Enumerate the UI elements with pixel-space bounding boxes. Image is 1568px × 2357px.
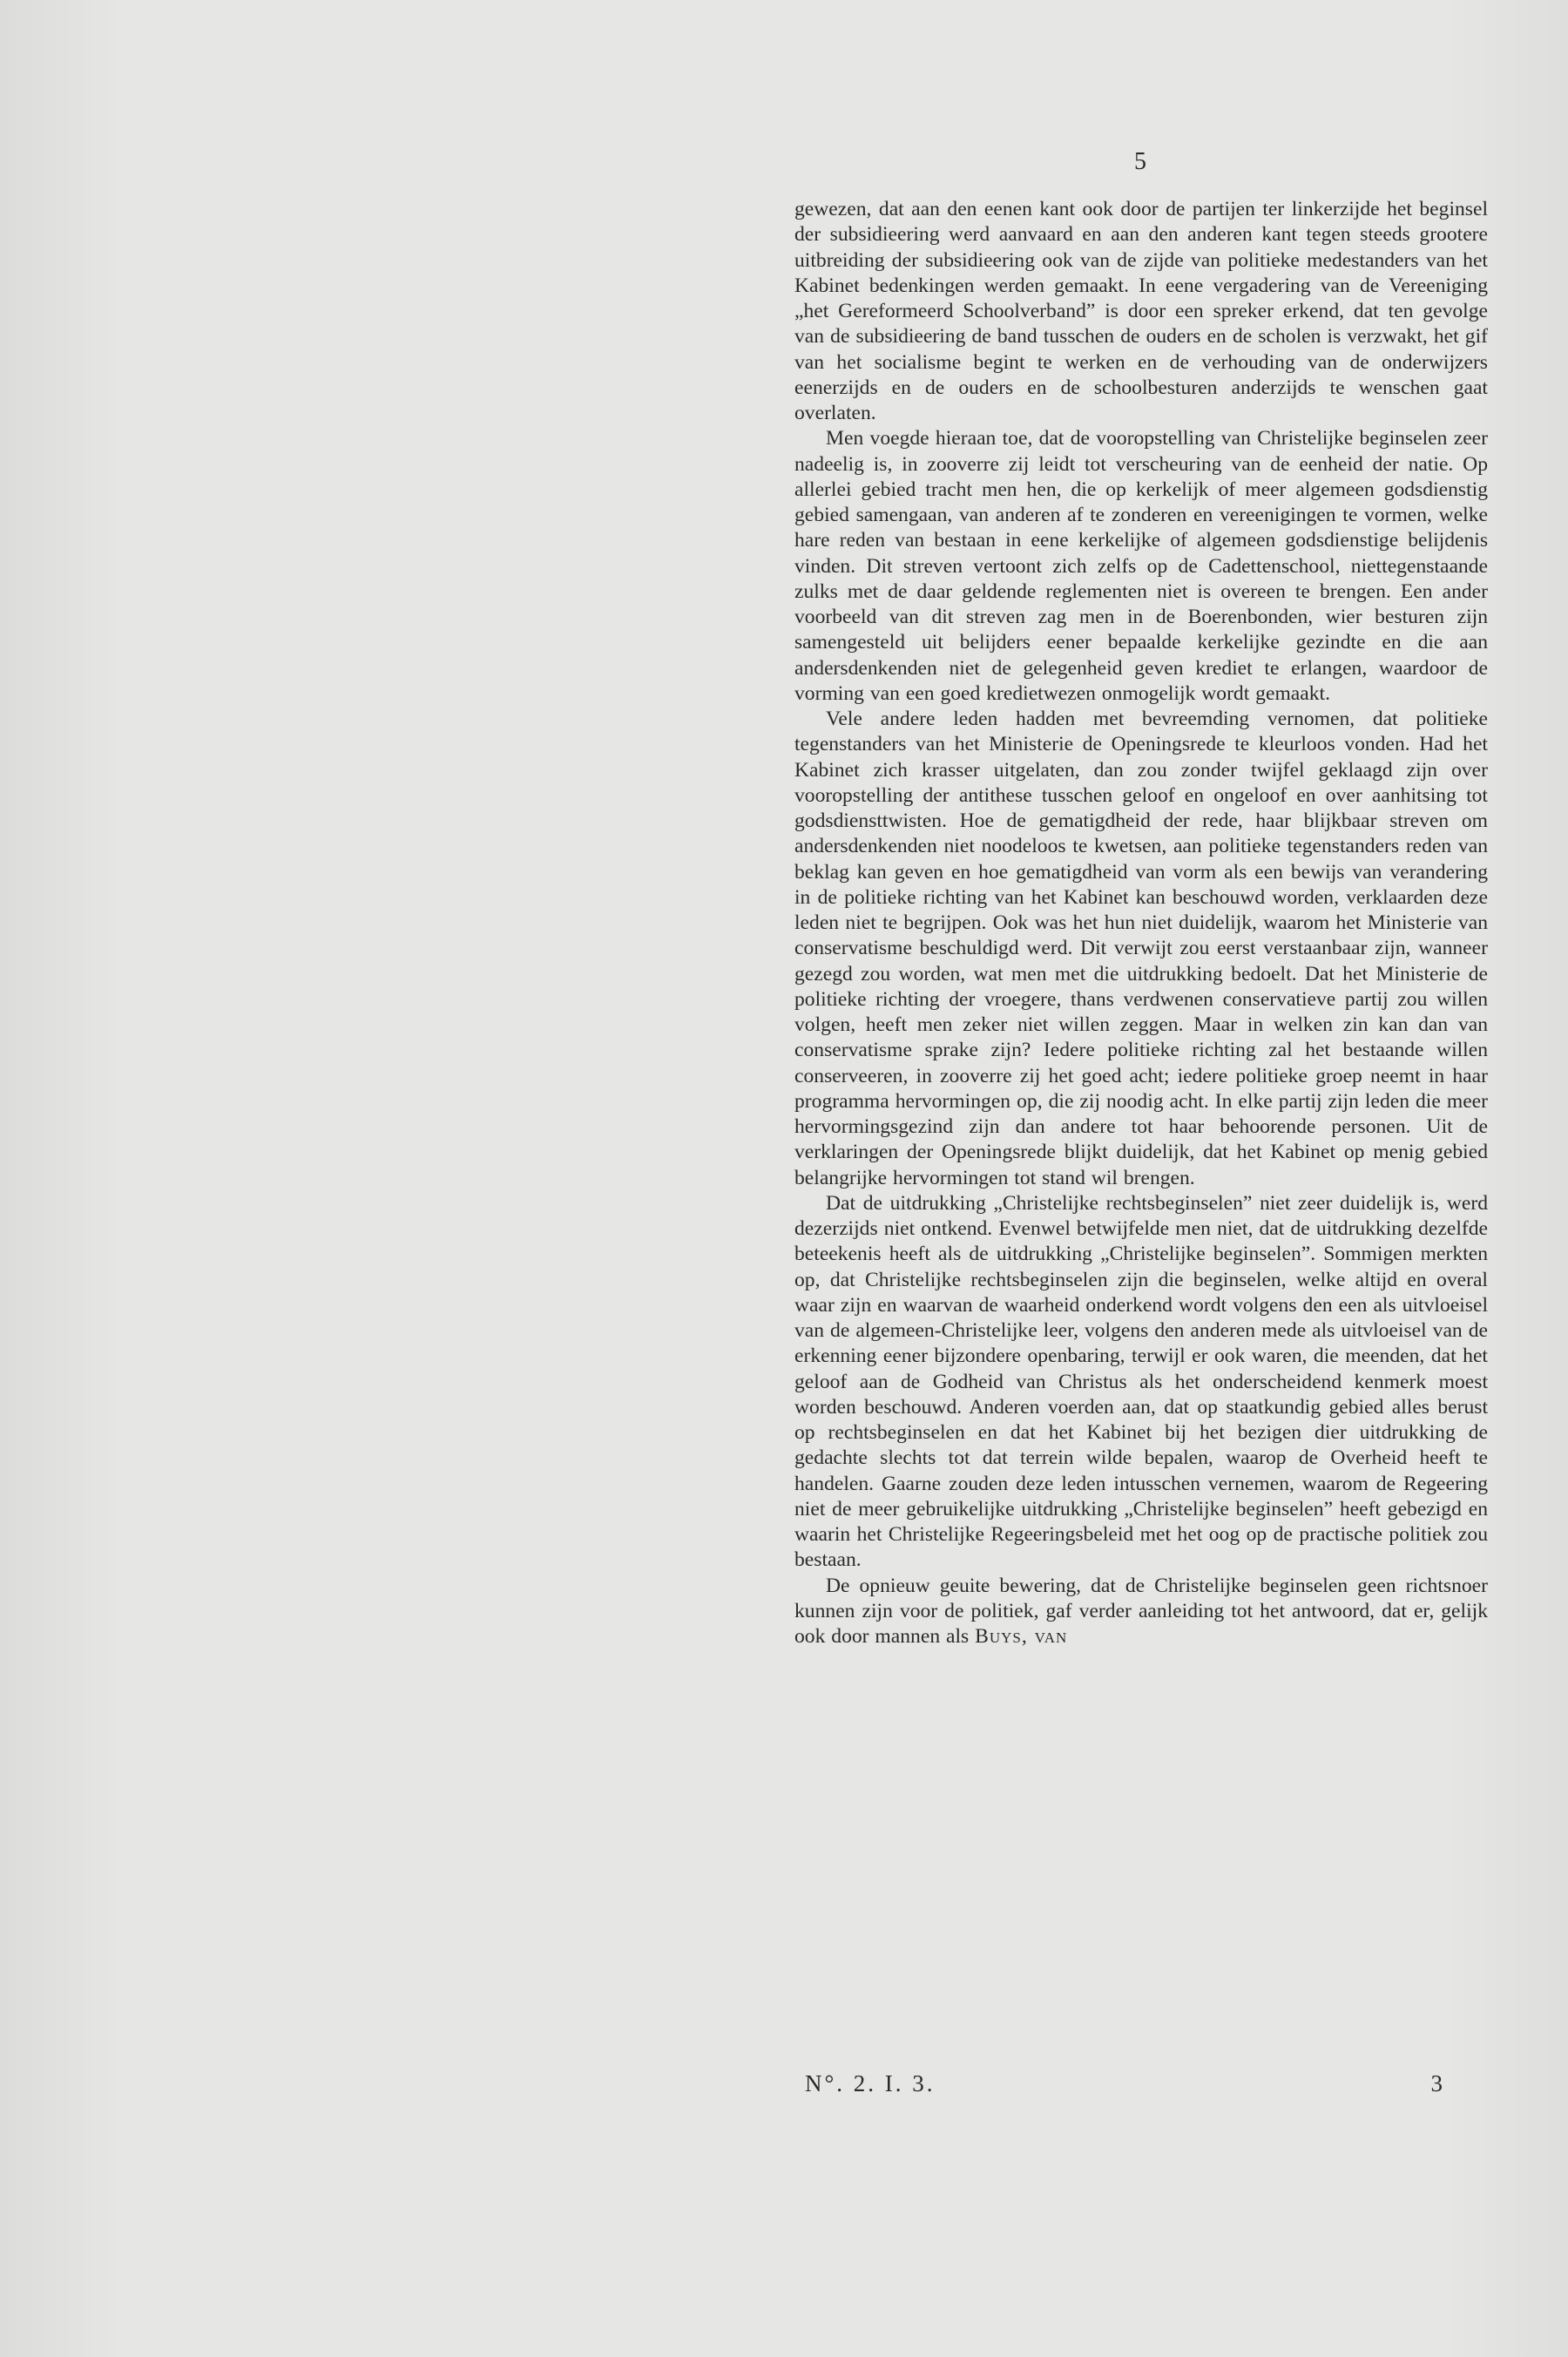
text-column	[794, 197, 1488, 1649]
names-small-caps: Buys, van	[975, 1625, 1068, 1648]
page-number: 5	[1134, 148, 1146, 175]
paragraph-text: De opnieuw geuite bewering, dat de Christelijke beginselen geen richtsnoer kunnen zijn voor de politiek, gaf verder aanleiding tot het antwoord, dat er, gelijk ook door mannen als	[794, 1574, 1488, 1648]
paragraph: Dat de uitdrukking „Christelijke rechtsbeginselen” niet zeer duidelijk is, werd dezerzijds niet ontkend. Evenwel betwijfelde men niet, dat de uitdrukking dezelfde beteekenis heeft als de uitdrukking „Christelijke beginselen”. Sommigen merkten op, dat Christelijke rechtsbeginselen zijn die beginselen, welke altijd en overal waar zijn en waarvan de waarheid onderkend wordt volgens den een als uitvloeisel van de algemeen-Christelijke leer, volgens den anderen mede als uitvloeisel van de erkenning eener bijzondere openbaring, terwijl er ook waren, die meenden, dat het geloof aan de Godheid van Christus als het onderscheidend kenmerk moest worden beschouwd. Anderen voerden aan, dat op staatkundig gebied alles berust op rechtsbeginselen en dat het Kabinet bij het bezigen dier uitdrukking de gedachte slechts tot dat terrein wilde bepalen, waarop de Overheid heeft te handelen. Gaarne zouden deze leden intusschen vernemen, waarom de Regeering niet de meer gebruikelijke uitdrukking „Christelijke beginselen” heeft gebezigd en waarin het Christelijke Regeeringsbeleid met het oog op de practische politiek zou bestaan.	[794, 1191, 1488, 1572]
paragraph-continued	[794, 1574, 1488, 1650]
paragraph: Men voegde hieraan toe, dat de vooropstelling van Christelijke beginselen zeer nadeelig is, in zooverre zij leidt tot verscheuring van de eenheid der natie. Op allerlei gebied tracht men hen, die op kerkelijk of meer algemeen godsdienstig gebied samengaan, van anderen af te zonderen en vereenigingen te vormen, welke hare reden van bestaan in eene kerkelijke of algemeen godsdienstige belijdenis vinden. Dit streven vertoont zich zelfs op de Cadettenschool, niettegenstaande zulks met de daar geldende reglementen niet is overeen te brengen. Een ander voorbeeld van dit streven zag men in de Boerenbonden, wier besturen zijn samengesteld uit belijders eener bepaalde kerkelijke gezindte en die aan andersdenkenden niet de gelegenheid geven krediet te erlangen, waardoor de vorming van een goed kredietwezen onmogelijk wordt gemaakt.	[794, 427, 1488, 705]
sheet-number: 3	[1430, 2070, 1443, 2096]
sheet-signature: N°. 2. I. 3.	[805, 2070, 936, 2096]
paragraph: gewezen, dat aan den eenen kant ook door de partijen ter linkerzijde het beginsel der subsidieering werd aanvaard en aan den anderen kant tegen steeds grootere uitbreiding der subsidieering ook van de zijde van politieke medestanders van het Kabinet bedenkingen werden gemaakt. In eene vergadering van de Vereeniging „het Gereformeerd Schoolverband” is door een spreker erkend, dat ten gevolge van de subsidieering de band tusschen de ouders en de scholen is verzwakt, het gif van het socialisme begint te werken en de verhouding van de onderwijzers eenerzijds en de ouders en de schoolbesturen anderzijds te wenschen gaat overlaten.	[794, 198, 1488, 424]
paragraph: Vele andere leden hadden met bevreemding vernomen, dat politieke tegenstanders van het Ministerie de Openingsrede te kleurloos vonden. Had het Kabinet zich krasser uitgelaten, dan zou zonder twijfel geklaagd zijn over vooropstelling der antithese tusschen geloof en ongeloof en over aanhitsing tot godsdiensttwisten. Hoe de gematigdheid der rede, haar blijkbaar streven om andersdenkenden niet noodeloos te kwetsen, aan politieke tegenstanders reden van beklag kan geven en hoe gematigdheid van vorm als een bewijs van verandering in de politieke richting van het Kabinet kan beschouwd worden, verklaarden deze leden niet te begrijpen. Ook was het hun niet duidelijk, waarom het Ministerie van conservatisme beschuldigd werd. Dit verwijt zou eerst verstaanbaar zijn, wanneer gezegd zou worden, wat men met die uitdrukking bedoelt. Dat het Ministerie de politieke richting der vroegere, thans verdwenen conservatieve partij zou willen volgen, heeft men zeker niet willen zeggen. Maar in welken zin kan dan van conservatisme sprake zijn? Iedere politieke richting zal het bestaande willen conserveeren, in zooverre zij het goed acht; iedere politieke groep neemt in haar programma hervormingen op, die zij noodig acht. In elke partij zijn leden die meer hervormingsgezind zijn dan andere tot haar behoorende personen. Uit de verklaringen der Openingsrede blijkt duidelijk, dat het Kabinet op menig gebied belangrijke hervormingen tot stand wil brengen.	[794, 708, 1488, 1189]
